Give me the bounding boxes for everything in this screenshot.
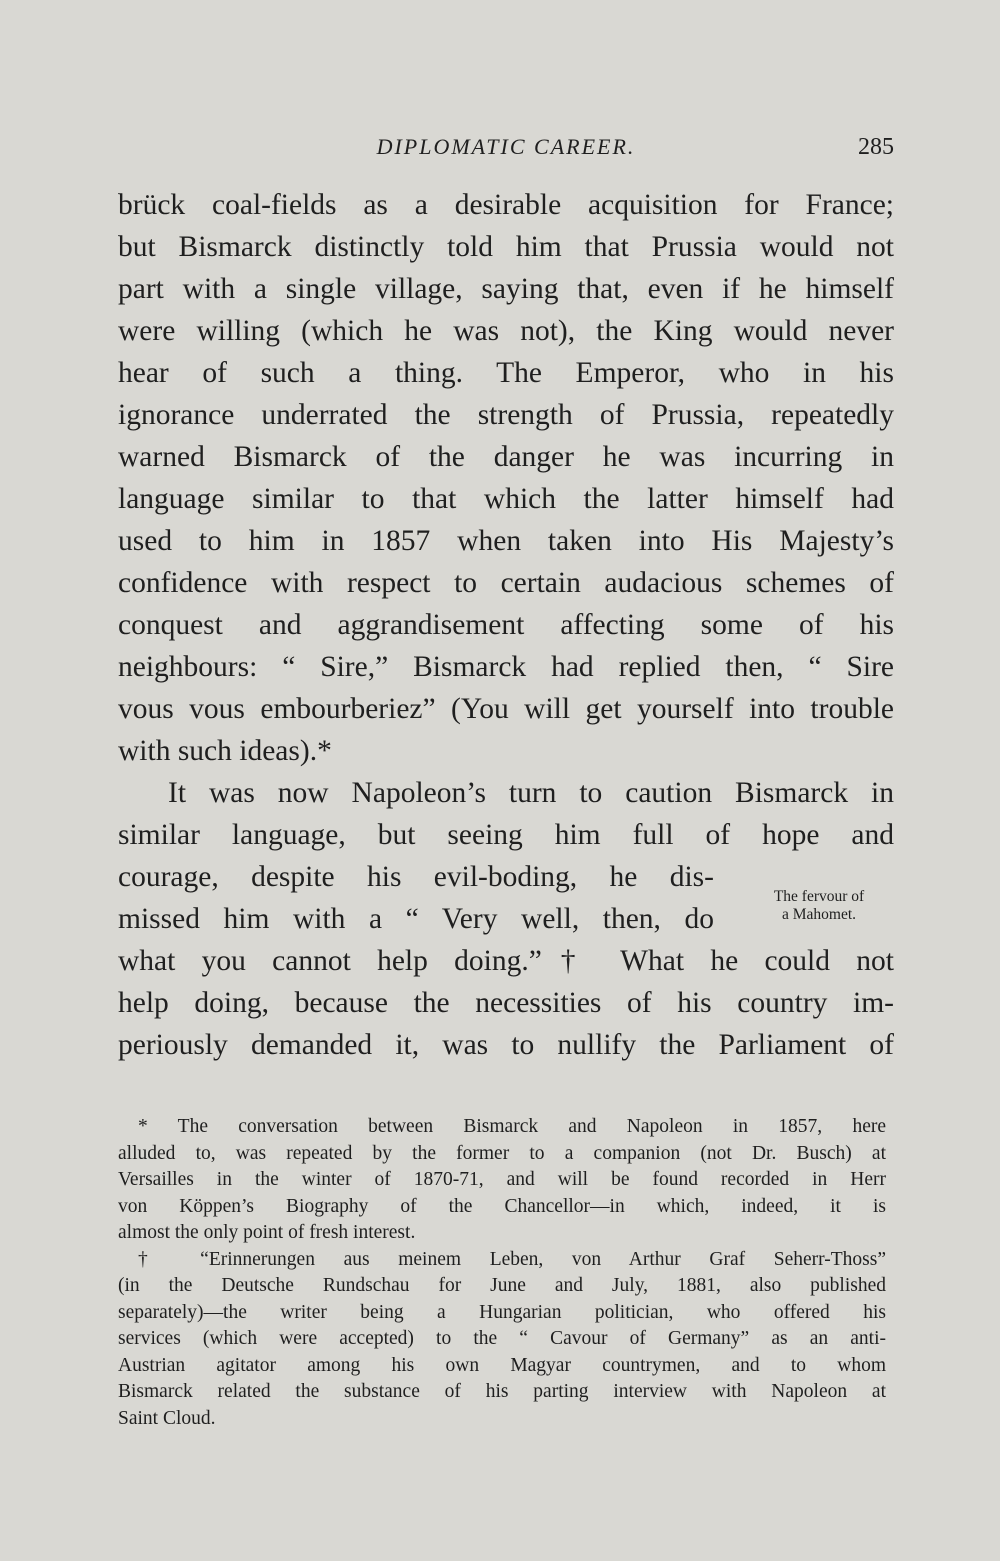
text-line: help doing, because the necessities of his country im- [118,987,894,1019]
footnote-line: separately)—the writer being a Hungarian politician, who offered his [118,1301,886,1323]
footnote-line: services (which were accepted) to the “ Cavour of Germany” as an anti- [118,1328,886,1349]
text-line: hear of such a thing. The Emperor, who in his [118,357,894,389]
text-line: language similar to that which the latter himself had [118,483,894,515]
text-line: It was now Napoleon’s turn to caution Bismarck in [168,777,894,809]
text-line: what you cannot help doing.”† What he could not [118,945,894,977]
text-line: vous vous embourberiez” (You will get yourself into trouble [118,693,894,725]
footnote-line: (in the Deutsche Rundschau for June and July, 1881, also published [118,1275,886,1296]
text-line: confidence with respect to certain audacious schemes of [118,567,894,599]
footnote-line: Saint Cloud. [118,1407,216,1429]
text-line: courage, despite his evil-boding, he dis- [118,861,714,893]
body-text [118,184,894,1066]
marginal-note [756,888,882,924]
footnote-line: von Köppen’s Biography of the Chancellor—in which, indeed, it is [118,1195,886,1217]
marginal-note-line: The fervour of [773,888,865,905]
footnote-line: almost the only point of fresh interest. [118,1222,416,1243]
footnotes [118,1114,886,1432]
text-line: ignorance underrated the strength of Prussia, repeatedly [118,399,894,431]
text-line: but Bismarck distinctly told him that Prussia would not [118,231,894,263]
text-line: similar language, but seeing him full of hope and [118,819,894,851]
page-header [118,134,894,168]
footnote-line: alluded to, was repeated by the former to a companion (not Dr. Busch) at [118,1142,886,1164]
text-line: brück coal-fields as a desirable acquisition for France; [118,189,894,221]
running-title: DIPLOMATIC CAREER. [376,134,636,159]
text-line: warned Bismarck of the danger he was incurring in [118,441,894,473]
text-line: with such ideas).* [118,735,332,767]
text-line: neighbours: “ Sire,” Bismarck had replied then, “ Sire [118,651,894,683]
text-line: part with a single village, saying that, even if he himself [118,273,894,305]
footnote-line: Austrian agitator among his own Magyar countrymen, and to whom [118,1354,886,1376]
footnote-line: † “Erinnerungen aus meinem Leben, von Arthur Graf Seherr-Thoss” [138,1248,886,1270]
text-line: periously demanded it, was to nullify the Parliament of [118,1029,894,1061]
footnote-line: Bismarck related the substance of his parting interview with Napoleon at [118,1381,886,1402]
text-line: were willing (which he was not), the King would never [118,315,894,347]
text-line: missed him with a “ Very well, then, do [118,903,714,935]
text-line: used to him in 1857 when taken into His Majesty’s [118,525,894,557]
footnote-line: * The conversation between Bismarck and Napoleon in 1857, here [138,1116,886,1137]
text-line: conquest and aggrandisement affecting some of his [118,609,894,641]
page-number: 285 [858,134,894,160]
marginal-note-line: a Mahomet. [781,906,857,923]
footnote-line: Versailles in the winter of 1870-71, and will be found recorded in Herr [118,1169,886,1190]
